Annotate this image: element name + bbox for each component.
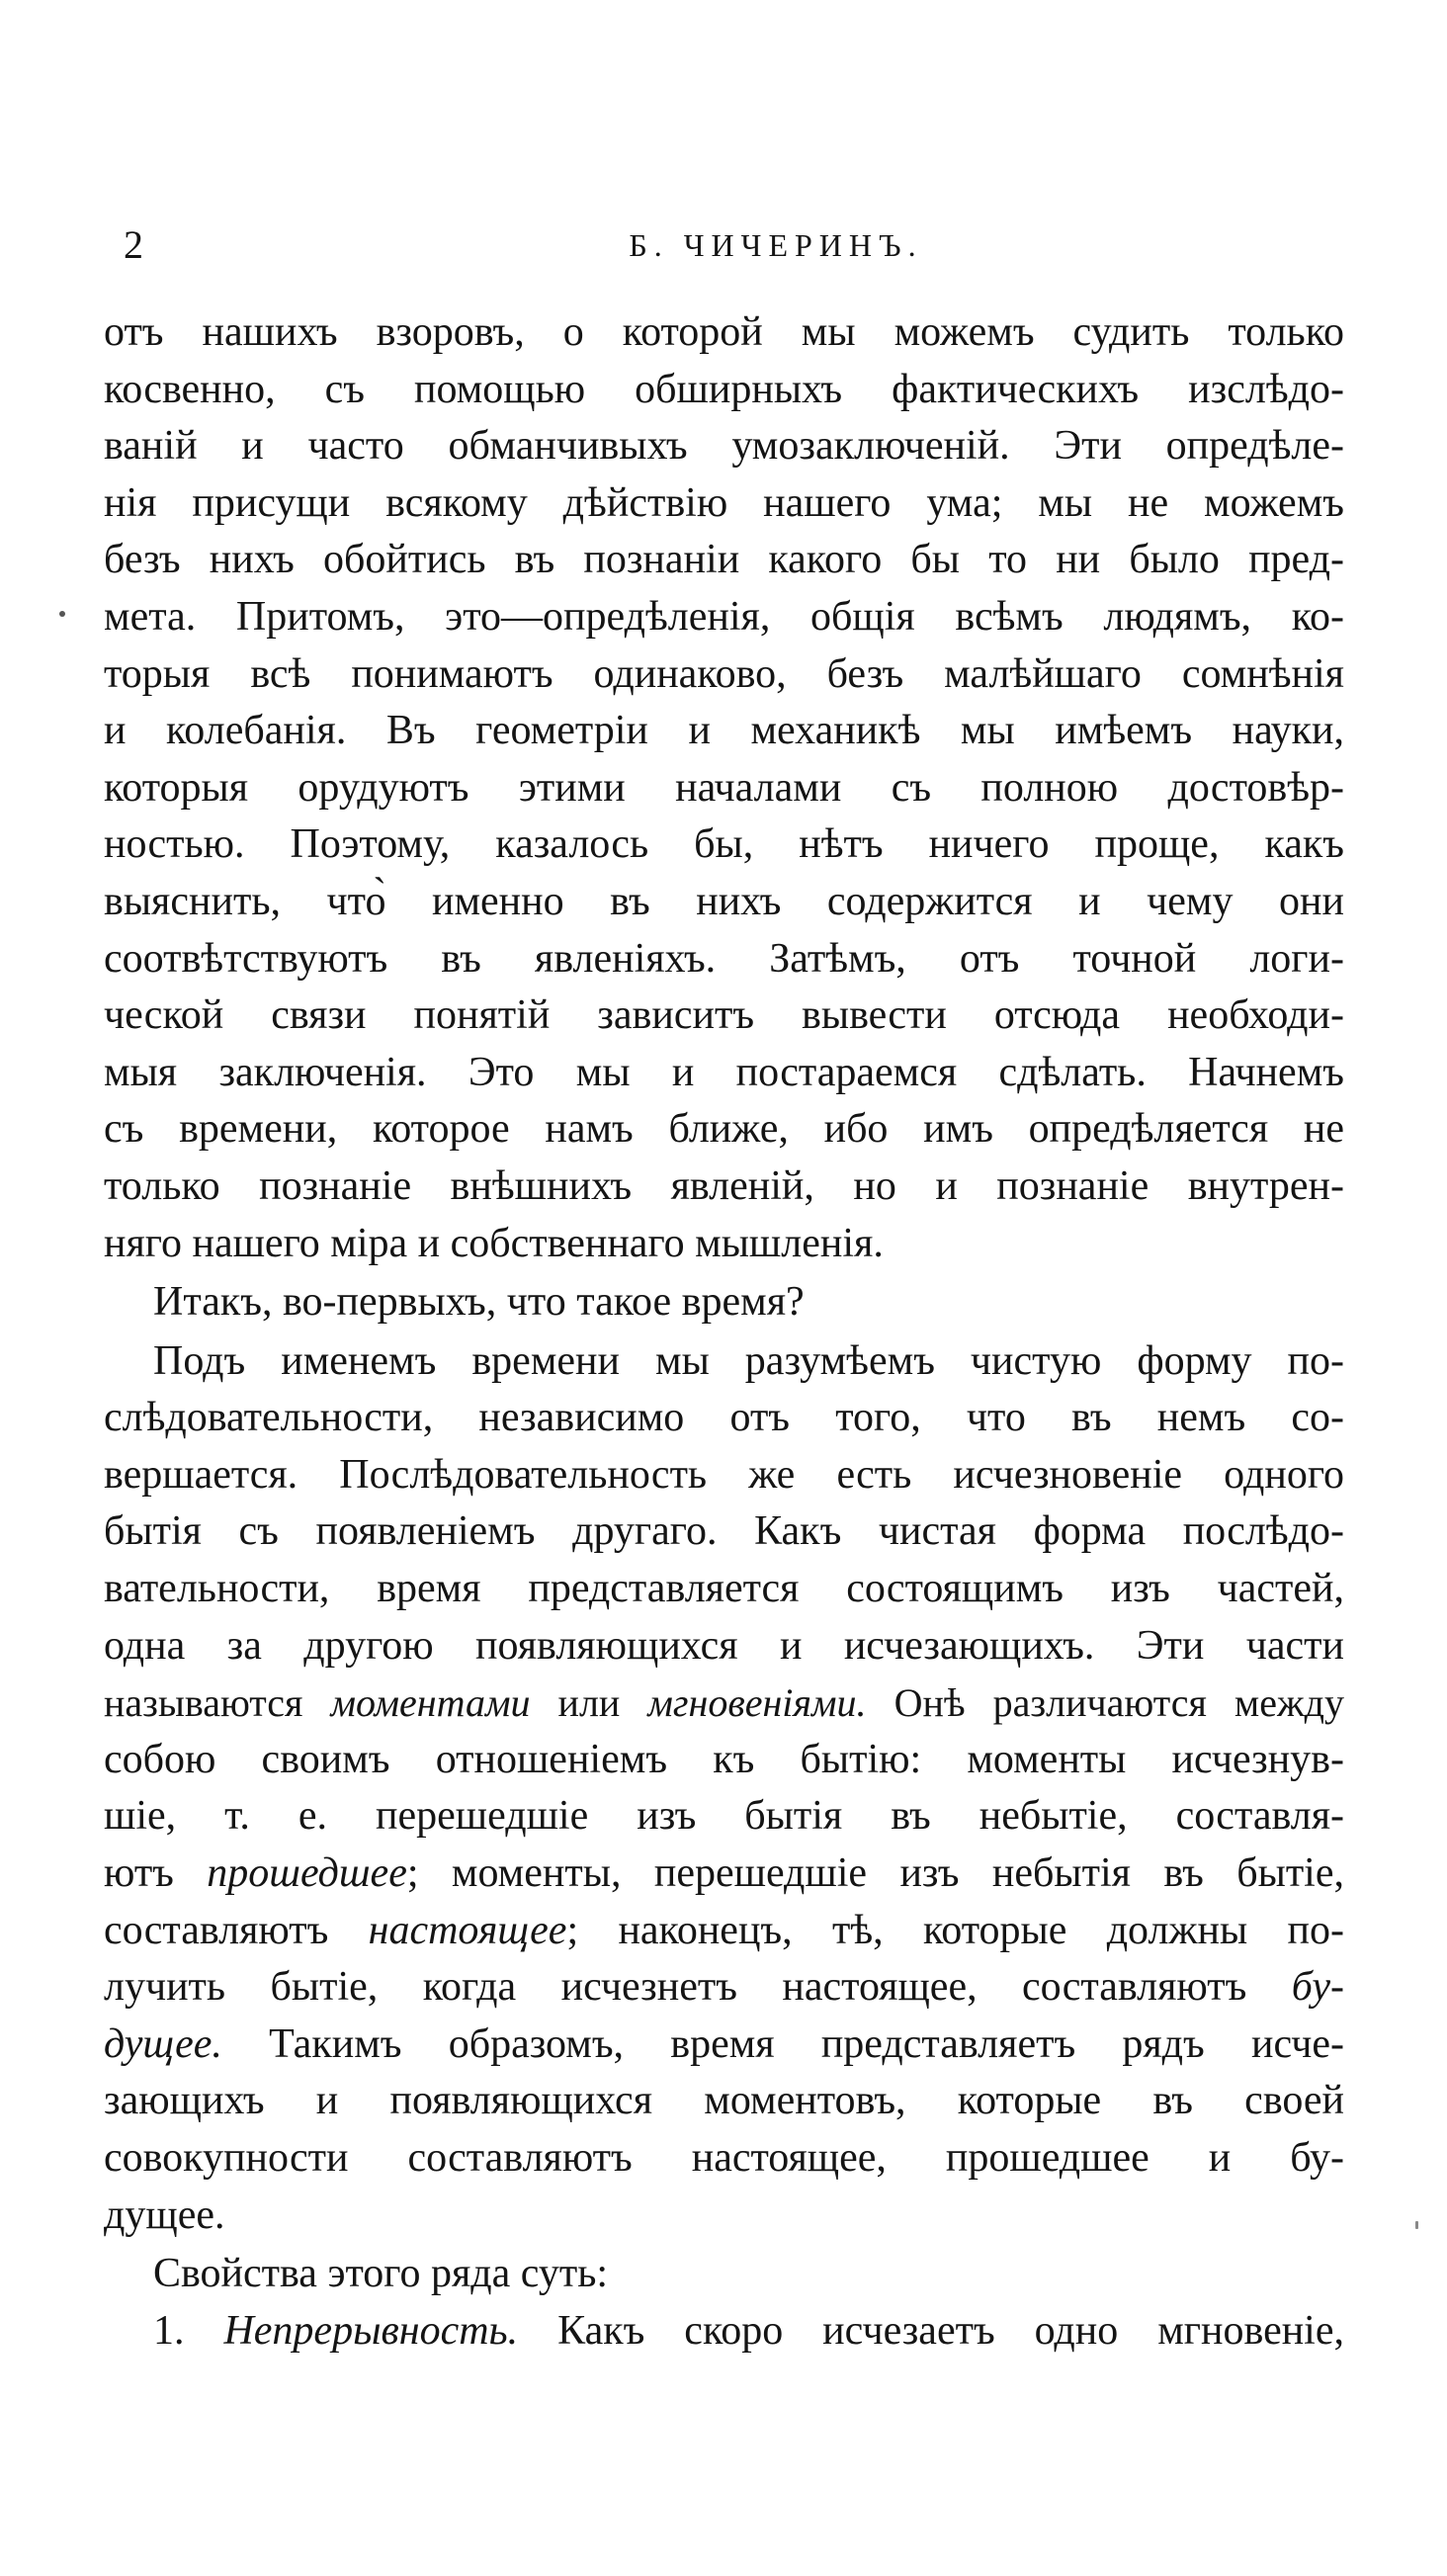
text-line: Итакъ, во-первыхъ, что такое время? — [153, 1279, 805, 1326]
text-line: 1. Непрерывность. Какъ скоро исчезаетъ одно мгновенiе, — [153, 2307, 1344, 2354]
text-line: вательности, время представляется состоящимъ изъ частей, — [104, 1566, 1344, 1612]
margin-speck — [1415, 2221, 1418, 2229]
text-line: ванiй и часто обманчивыхъ умозаключенiй. Эти опредѣле- — [104, 423, 1344, 470]
text-line: съ времени, которое намъ ближе, ибо имъ опредѣляется не — [104, 1106, 1344, 1153]
running-head: Б. ЧИЧЕРИНЪ. — [629, 227, 923, 263]
text-line: одна за другою появляющихся и исчезающихъ. Эти части — [104, 1622, 1344, 1669]
text-line: шiе, т. е. перешедшiе изъ бытiя въ небытiе, составля- — [104, 1793, 1344, 1840]
text-line: дущее. Такимъ образомъ, время представляетъ рядъ исче- — [104, 2020, 1344, 2067]
italic-term: бу- — [1291, 1964, 1344, 2011]
text-line: отъ нашихъ взоровъ, о которой мы можемъ судить только — [104, 309, 1344, 355]
text-line: которыя орудуютъ этими началами съ полною достовѣр- — [104, 764, 1344, 811]
text-line: лучить бытiе, когда исчезнетъ настоящее, составляютъ бу- — [104, 1964, 1344, 2011]
text-line: нiя присущи всякому дѣйствiю нашего ума; мы не можемъ — [104, 479, 1344, 526]
text-line: собою своимъ отношенiемъ къ бытiю: моменты исчезнув- — [104, 1736, 1344, 1782]
text-line: вершается. Послѣдовательность же есть исчезновенiе одного — [104, 1451, 1344, 1498]
text-line: составляютъ настоящее; наконецъ, тѣ, которые должны по- — [104, 1907, 1344, 1953]
text-line: называются моментами или мгновенiями. Онѣ различаются между — [104, 1680, 1344, 1726]
text-line: косвенно, съ помощью обширныхъ фактическихъ изслѣдо- — [104, 366, 1344, 412]
italic-term: Непрерывность. — [223, 2307, 519, 2354]
italic-term: дущее. — [104, 2020, 222, 2067]
text-line: дущее. — [104, 2191, 225, 2238]
text-line: торыя всѣ понимаютъ одинаково, безъ малѣйшаго сомнѣнiя — [104, 650, 1344, 697]
text-line: соотвѣтствуютъ въ явленiяхъ. Затѣмъ, отъ точной логи- — [104, 935, 1344, 982]
text-line: только познанiе внѣшнихъ явленiй, но и познанiе внутрен- — [104, 1162, 1344, 1209]
text-line: мета. Притомъ, это—опредѣленiя, общiя всѣмъ людямъ, ко- — [104, 593, 1344, 640]
italic-term: прошедшее — [207, 1850, 407, 1897]
text-line: ческой связи понятiй зависитъ вывести отсюда необходи- — [104, 992, 1344, 1039]
text-line: Свойства этого ряда суть: — [153, 2251, 609, 2297]
text-line: ютъ прошедшее; моменты, перешедшiе изъ небытiя въ бытiе, — [104, 1850, 1344, 1897]
text-line: безъ нихъ обойтись въ познанiи какого бы то ни было пред- — [104, 537, 1344, 583]
page-number: 2 — [124, 222, 143, 267]
italic-term: настоящее — [368, 1907, 567, 1953]
page-header — [119, 215, 1334, 275]
italic-term: моментами — [330, 1680, 531, 1726]
text-line: Подъ именемъ времени мы разумѣемъ чистую форму по- — [153, 1337, 1344, 1384]
italic-term: мгновенiями. — [647, 1680, 867, 1726]
text-line: зающихъ и появляющихся моментовъ, которые въ своей — [104, 2078, 1344, 2124]
text-line: ностью. Поэтому, казалось бы, нѣтъ ничего проще, какъ — [104, 821, 1344, 868]
text-line: и колебанiя. Въ геометрiи и механикѣ мы имѣемъ науки, — [104, 708, 1344, 754]
margin-speck — [59, 611, 65, 617]
body-text — [104, 304, 1344, 2360]
text-line: выяснить, что̀ именно въ нихъ содержится и чему они — [104, 878, 1344, 924]
text-line: няго нашего мiра и собственнаго мышленiя. — [104, 1220, 884, 1266]
text-line: мыя заключенiя. Это мы и постараемся сдѣлать. Начнемъ — [104, 1049, 1344, 1095]
text-line: бытiя съ появленiемъ другаго. Какъ чистая форма послѣдо- — [104, 1508, 1344, 1555]
text-line: совокупности составляютъ настоящее, прошедшее и бу- — [104, 2135, 1344, 2181]
text-line: слѣдовательности, независимо отъ того, что въ немъ со- — [104, 1395, 1344, 1441]
